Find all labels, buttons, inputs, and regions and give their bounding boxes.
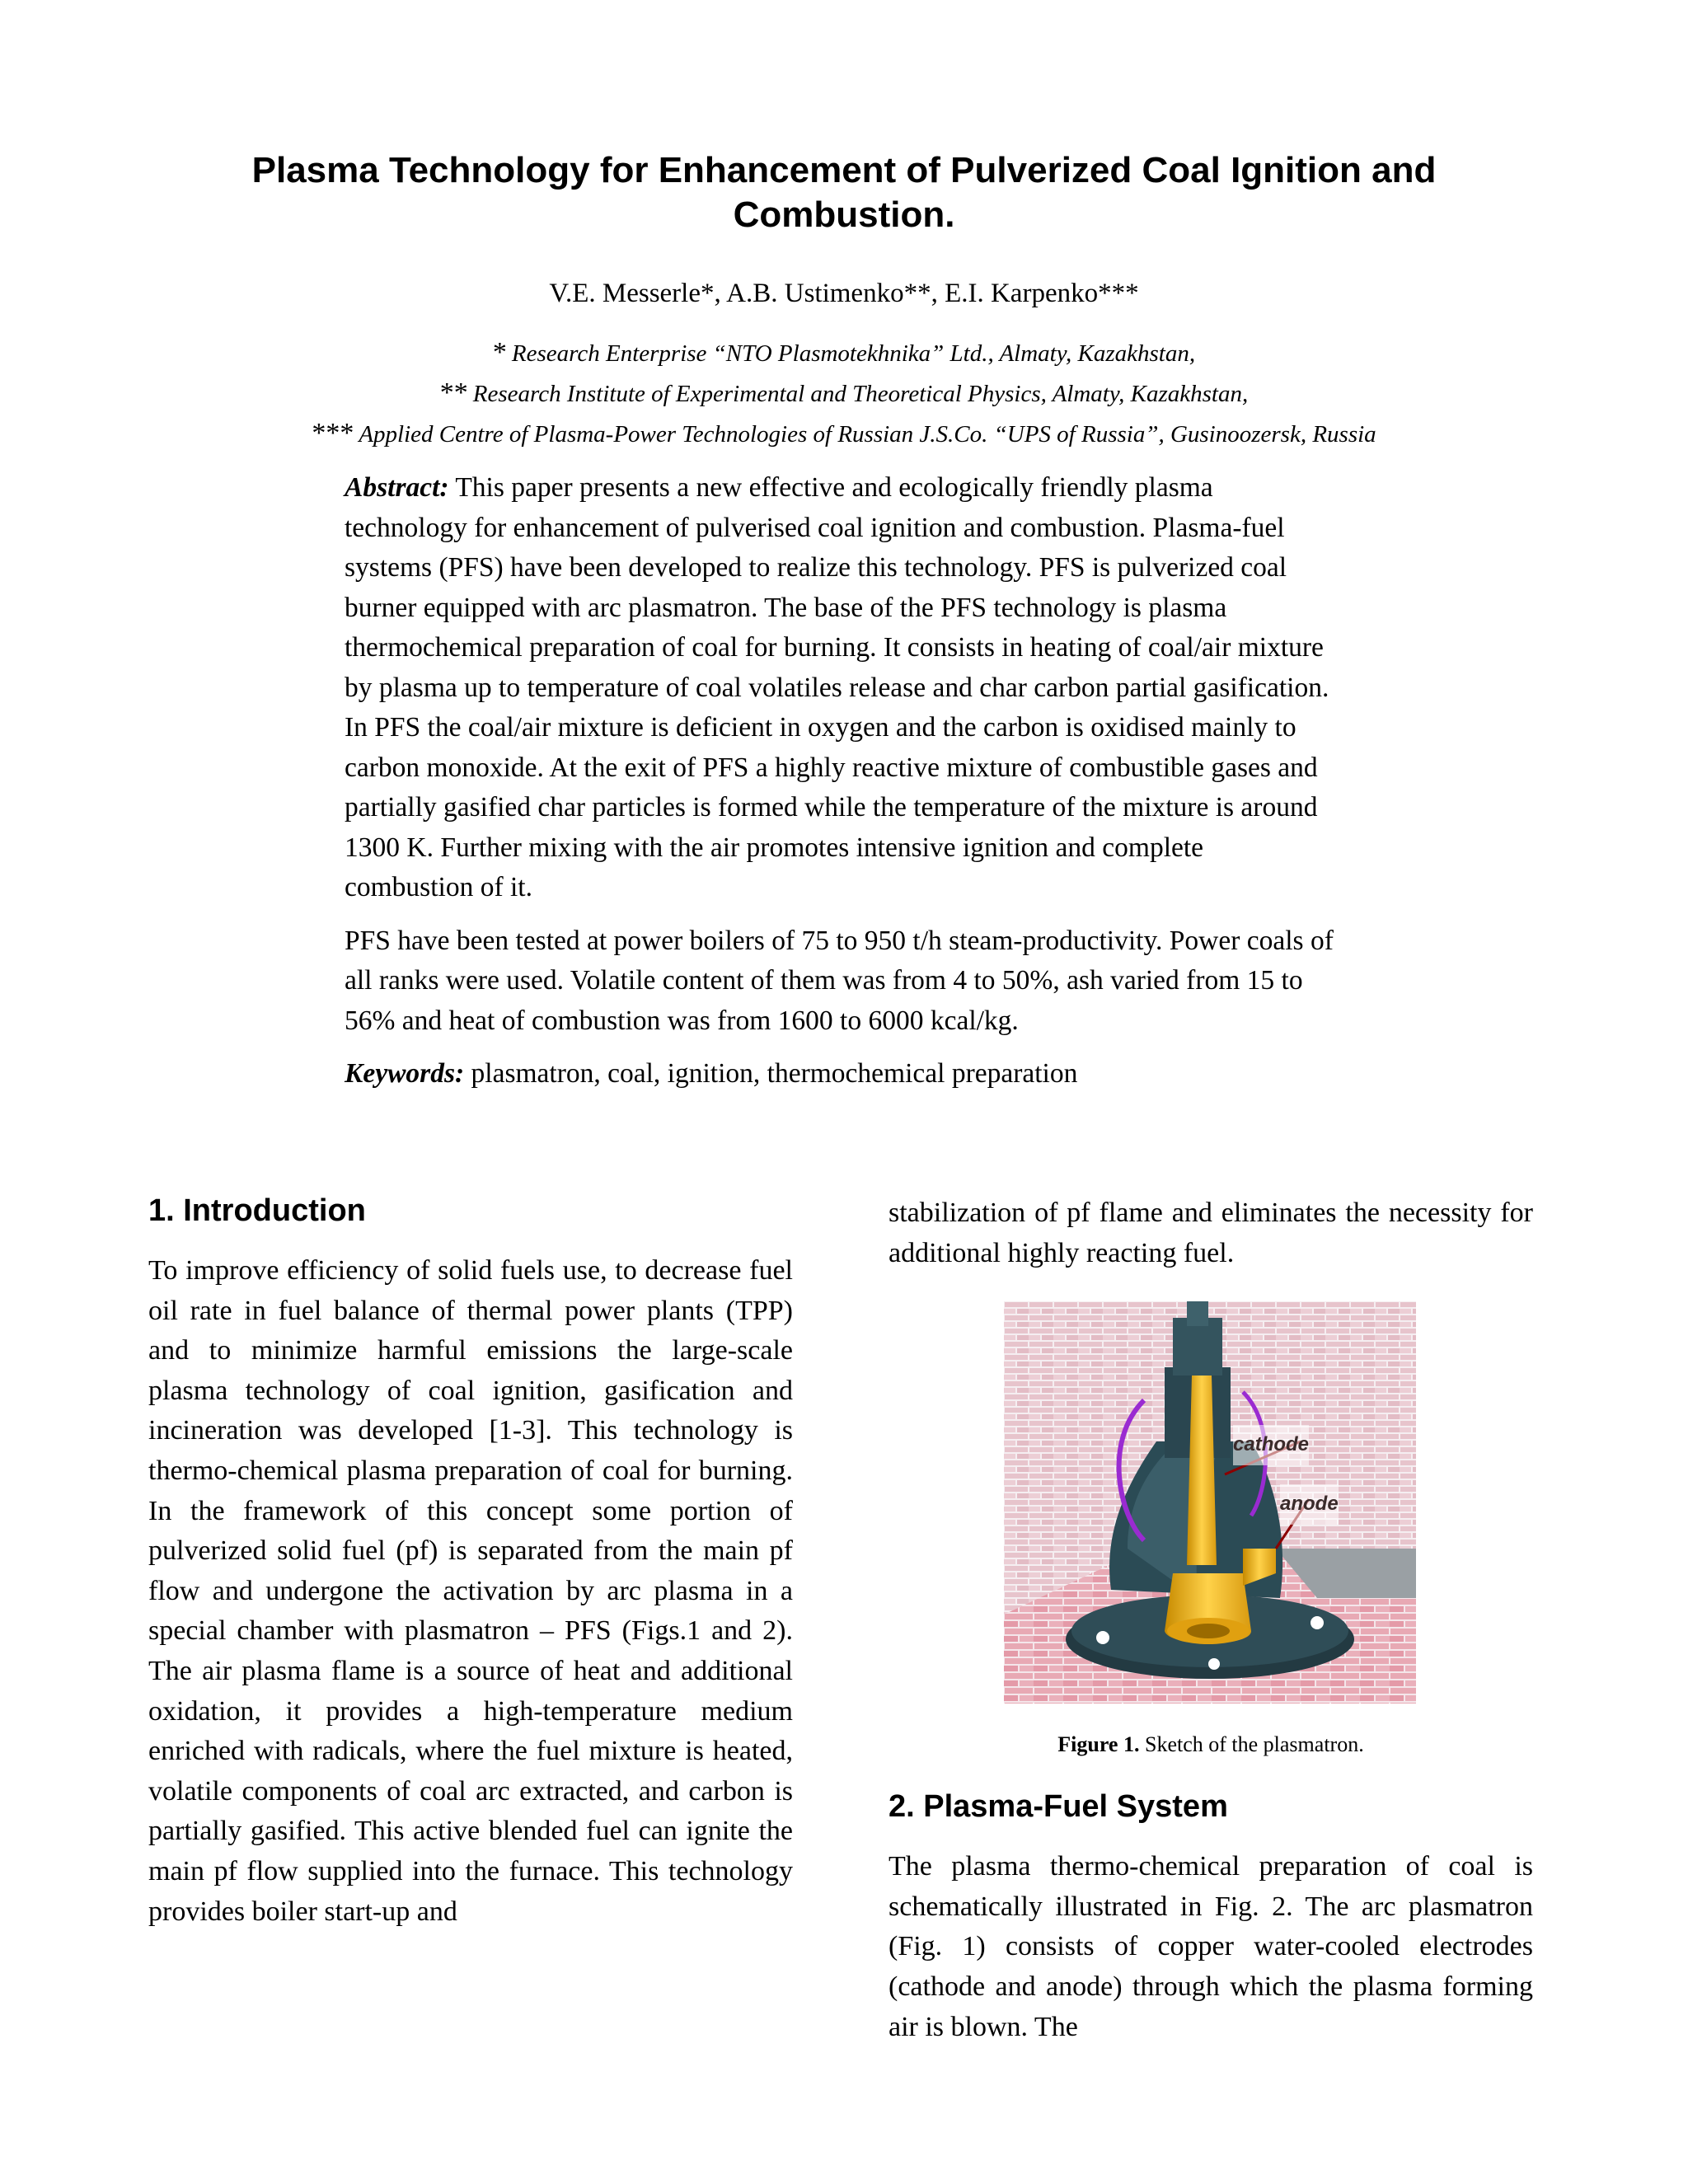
keywords-text: plasmatron, coal, ignition, thermochemical preparation xyxy=(471,1058,1078,1089)
affiliation-3 xyxy=(148,414,1540,454)
abstract-paragraph-1 xyxy=(345,468,1334,908)
figure-caption-text: Sketch of the plasmatron. xyxy=(1144,1732,1364,1757)
right-column xyxy=(889,1193,1533,2047)
plasmatron-sketch xyxy=(1004,1301,1416,1704)
section-2-paragraph: The plasma thermo-chemical preparation of coal is schematically illustrated in Fig. 2. The arc plasmatron (Fig. 1) consists of copper water-cooled electrodes (cathode and anode) through which the plasma forming air is blown. The xyxy=(889,1851,1533,2042)
introduction-paragraph: To improve efficiency of solid fuels use, to decrease fuel oil rate in fuel balance of thermal power plants (TPP) and to minimize harmful emissions the large-scale plasma technology of coal ignition, gasification and incineration was developed [1-3]. This technology is thermo-chemical plasma preparation of coal for burning. In the framework of this concept some portion of pulverized solid fuel (pf) is separated from the main pf flow and undergone the activation by arc plasma in a special chamber with plasmatron – PFS (Figs.1 and 2). The air plasma flame is a source of heat and additional oxidation, it provides a high-temperature medium enriched with radicals, where the fuel mixture is heated, volatile components of coal arc extracted, and carbon is partially gasified. This active blended fuel can ignite the main pf flow supplied into the furnace. This technology provides boiler start-up and xyxy=(148,1255,793,1927)
figure-label-anode: anode xyxy=(1280,1484,1339,1525)
affiliation-2 xyxy=(148,373,1540,414)
affiliation-text: Research Institute of Experimental and Theoretical Physics, Almaty, Kazakhstan, xyxy=(472,381,1249,407)
figure-1-plasmatron-image xyxy=(1004,1301,1416,1704)
figure-caption-label: Figure 1. xyxy=(1057,1732,1140,1757)
author-list: V.E. Messerle*, A.B. Ustimenko**, E.I. Karpenko*** xyxy=(549,279,1139,308)
abstract-label: Abstract: xyxy=(345,472,449,503)
section-heading-plasma-fuel-system: 2. Plasma-Fuel System xyxy=(889,1789,1228,1825)
affiliation-text: Applied Centre of Plasma-Power Technologies of Russian J.S.Co. “UPS of Russia”, Gusinoozersk, Russia xyxy=(359,421,1376,448)
keywords-label: Keywords: xyxy=(345,1058,465,1089)
abstract-text: This paper presents a new effective and ecologically friendly plasma technology for enhancement of pulverised coal ignition and combustion. Plasma-fuel systems (PFS) have been developed to realize this technology. PFS is pulverized coal burner equipped with arc plasmatron. The base of the PFS technology is plasma thermochemical preparation of coal for burning. It consists in heating of coal/air mixture by plasma up to temperature of coal volatiles release and char carbon partial gasification. In PFS the coal/air mixture is deficient in oxygen and the carbon is oxidised mainly to carbon monoxide. At the exit of PFS a highly reactive mixture of combustible gases and partially gasified char particles is formed while the temperature of the mixture is around 1300 K. Further mixing with the air promotes intensive ignition and complete combustion of it. xyxy=(345,472,1329,902)
abstract-block xyxy=(345,468,1334,1094)
affiliations xyxy=(148,333,1540,454)
introduction-continuation: stabilization of pf flame and eliminates the necessity for additional highly reacting fuel. xyxy=(889,1197,1533,1268)
figure-1-caption xyxy=(889,1732,1533,1758)
left-column xyxy=(148,1192,793,1932)
affiliation-mark: ** xyxy=(439,377,468,408)
paper-title: Plasma Technology for Enhancement of Pulverized Coal Ignition and Combustion. xyxy=(251,150,1437,235)
affiliation-text: Research Enterprise “NTO Plasmotekhnika” Ltd., Almaty, Kazakhstan, xyxy=(511,340,1196,367)
keywords-line xyxy=(345,1054,1334,1094)
affiliation-mark: * xyxy=(492,337,507,368)
figure-label-cathode: cathode xyxy=(1233,1425,1309,1465)
affiliation-1 xyxy=(148,333,1540,373)
section-heading-introduction: 1. Introduction xyxy=(148,1193,366,1228)
abstract-paragraph-2: PFS have been tested at power boilers of 75 to 950 t/h steam-productivity. Power coals of all ranks were used. Volatile content of them was from 4 to 50%, ash varied from 15 to 56% and heat of combustion was from 1600 to 6000 kcal/kg. xyxy=(345,925,1334,1036)
affiliation-mark: *** xyxy=(312,418,354,448)
